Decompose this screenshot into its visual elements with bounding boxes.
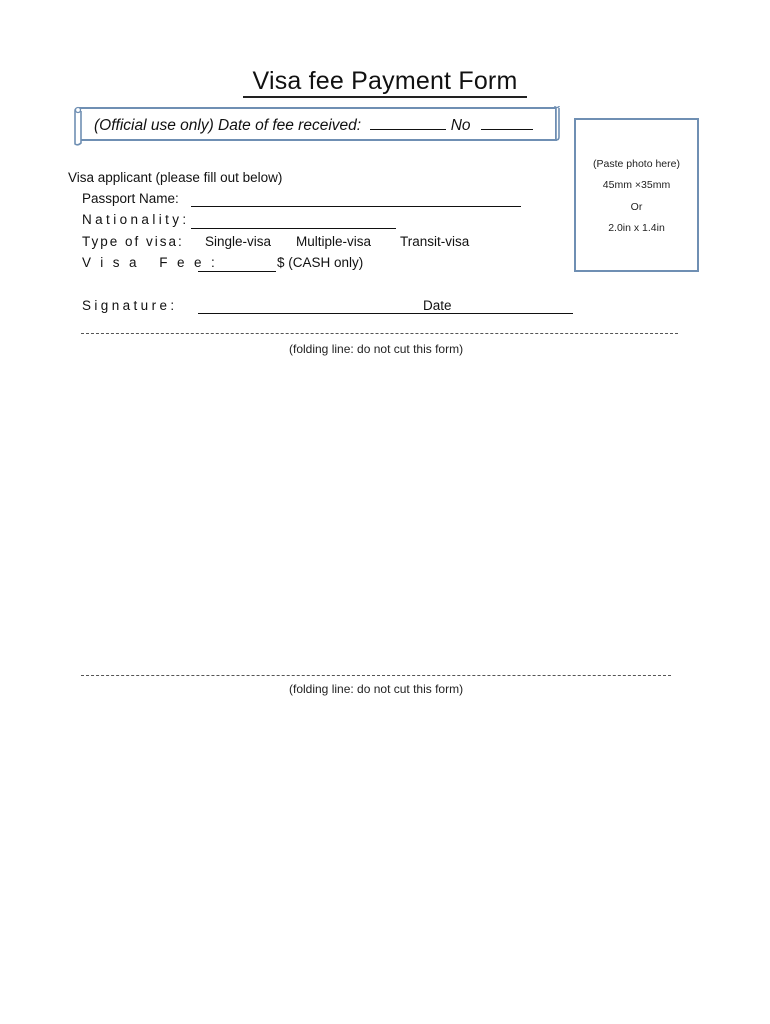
folding-line-2 (81, 675, 671, 676)
signature-field[interactable] (198, 313, 573, 314)
date-label: Date (423, 298, 452, 313)
nationality-field[interactable] (191, 228, 396, 229)
signature-label: Signature: (82, 298, 178, 313)
visa-fee-field[interactable] (198, 271, 276, 272)
photo-line-2: 45mm ×35mm (602, 179, 671, 191)
folding-line-1-text: (folding line: do not cut this form) (289, 342, 464, 356)
visa-fee-label: Visa Fee: (82, 255, 225, 270)
official-no-label: No (450, 117, 471, 134)
visa-type-multiple[interactable]: Multiple-visa (296, 234, 372, 249)
form-title: Visa fee Payment Form (243, 66, 527, 98)
official-use-line (94, 115, 533, 135)
date-received-field (370, 115, 446, 130)
folding-line-1 (81, 333, 678, 334)
photo-line-1: (Paste photo here) (593, 158, 680, 170)
passport-name-label: Passport Name: (82, 191, 179, 206)
folding-line-2-text: (folding line: do not cut this form) (289, 682, 464, 696)
photo-line-3: Or (630, 201, 643, 213)
visa-type-label: Type of visa: (82, 234, 184, 249)
visa-fee-suffix: $ (CASH only) (277, 255, 364, 270)
photo-line-4: 2.0in x 1.4in (608, 222, 665, 234)
visa-type-single[interactable]: Single-visa (205, 234, 272, 249)
photo-box (574, 118, 699, 272)
nationality-label: Nationality: (82, 212, 190, 227)
visa-type-transit[interactable]: Transit-visa (400, 234, 470, 249)
official-no-field (481, 115, 533, 130)
applicant-heading: Visa applicant (please fill out below) (68, 170, 283, 185)
official-use-label: (Official use only) Date of fee received: (94, 117, 362, 134)
passport-name-field[interactable] (191, 206, 521, 207)
